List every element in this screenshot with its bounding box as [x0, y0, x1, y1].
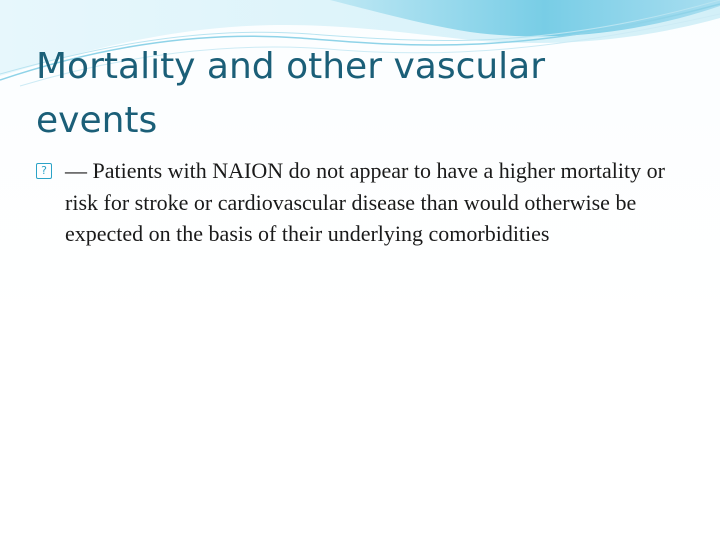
slide-title: Mortality and other vascular events [36, 46, 546, 141]
bullet-list [36, 155, 686, 250]
bullet-text: — Patients with NAION do not appear to have a higher mortality or risk for stroke or cardiovascular disease than would otherwise be expected on the basis of their underlying comorbidities [65, 158, 665, 246]
bullet-item [36, 155, 686, 250]
bullet-marker-icon: ? [36, 163, 52, 179]
